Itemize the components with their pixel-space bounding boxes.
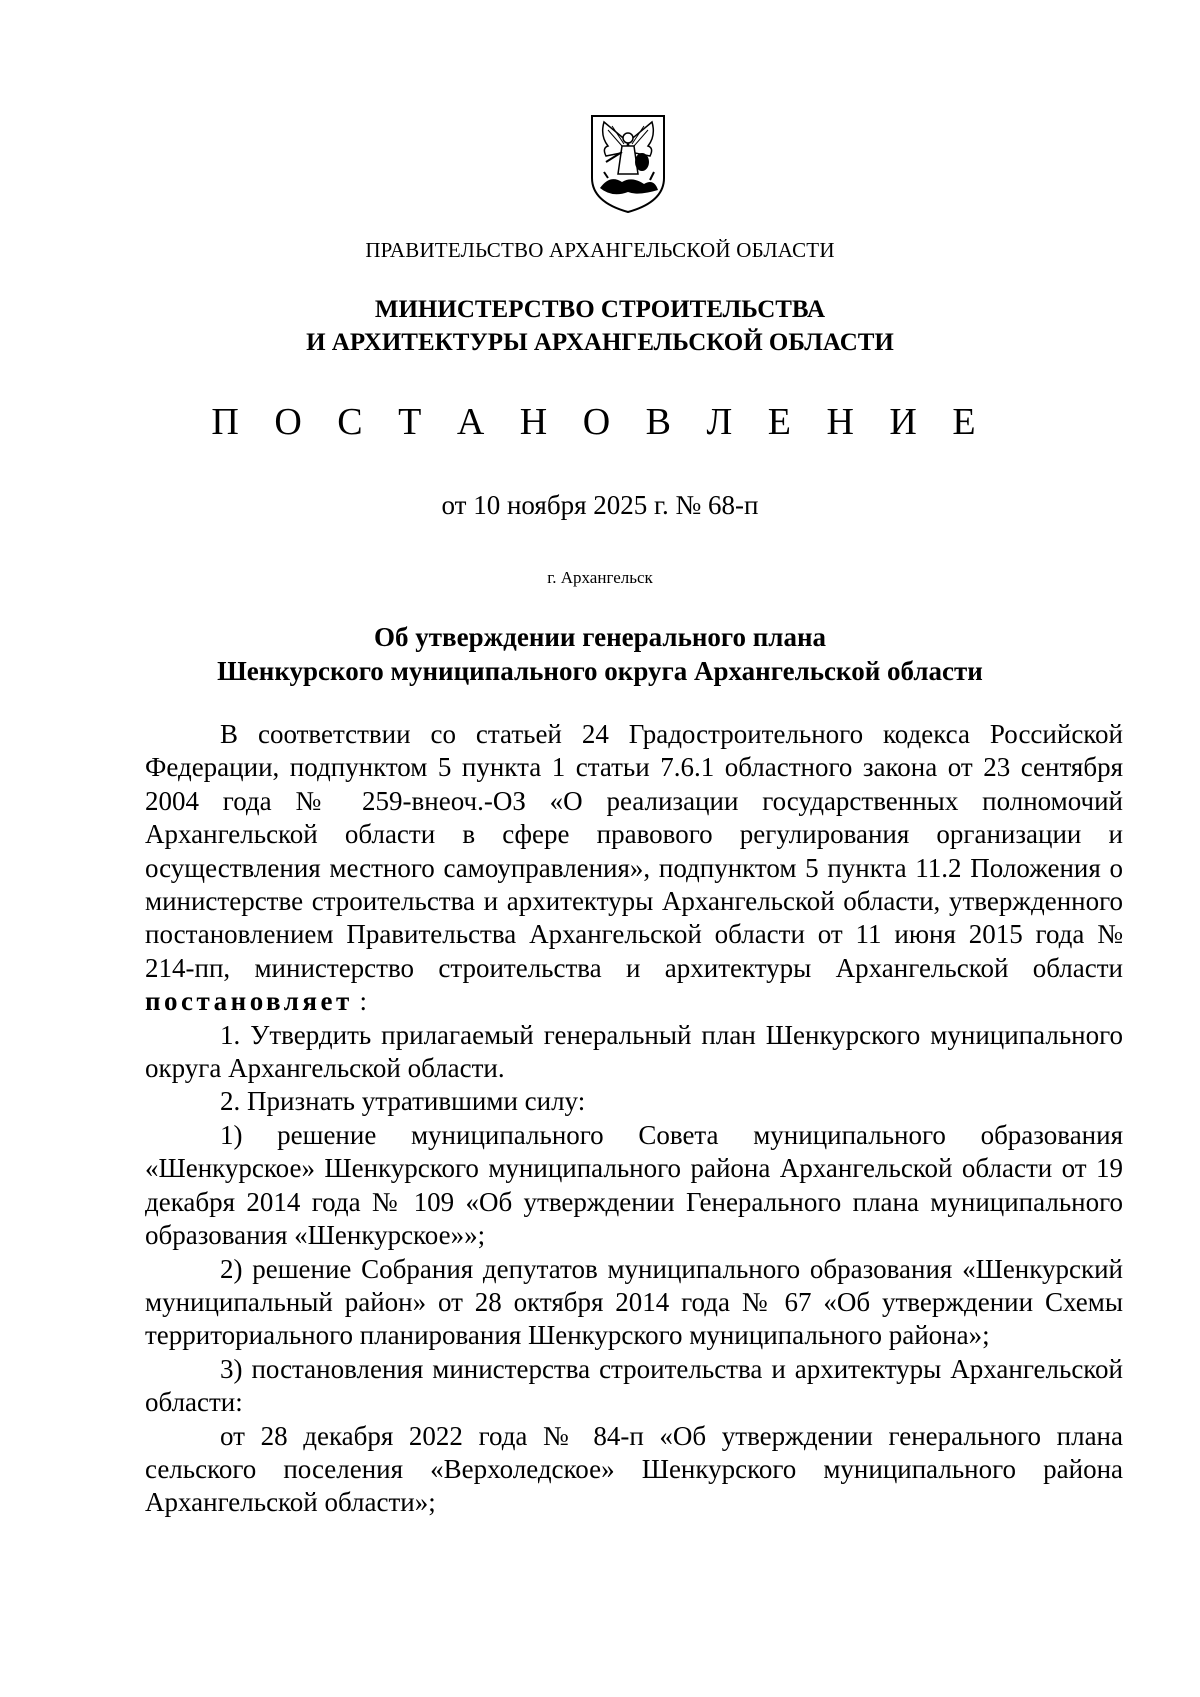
ministry-name-line2: И АРХИТЕКТУРЫ АРХАНГЕЛЬСКОЙ ОБЛАСТИ (306, 329, 894, 356)
document-title-line2: Шенкурского муниципального округа Архангельской области (217, 656, 983, 686)
item-2-2: 2) решение Собрания депутатов муниципального образования «Шенкурский муниципальный район» от 28 октября 2014 года № 67 «Об утверждении Схемы территориального планирования Шенкурского муниципального района»; (145, 1253, 1123, 1351)
item-2: 2. Признать утратившими силу: (220, 1086, 586, 1117)
preamble-paragraph (145, 718, 1123, 1019)
item-2-3-a: от 28 декабря 2022 года № 84-п «Об утверждении генерального плана сельского поселения «Верхоледское» Шенкурского муниципального района Архангельской области»; (145, 1420, 1123, 1518)
government-name: ПРАВИТЕЛЬСТВО АРХАНГЕЛЬСКОЙ ОБЛАСТИ (365, 238, 835, 262)
item-2-3: 3) постановления министерства строительства и архитектуры Архангельской области: (145, 1353, 1123, 1418)
document-body (145, 718, 1123, 1520)
preamble-text: В соответствии со статьей 24 Градостроительного кодекса Российской Федерации, подпунктом 5 пункта 1 статьи 7.6.1 областного закона от 23 сентября 2004 года № 259-внеоч.-ОЗ «О реализации государственных полномочий Архангельской области в сфере правового регулирования организации и осуществления местного самоуправления», подпунктом 5 пункта 11.2 Положения о министерстве строительства и архитектуры Архангельской области, утвержденного постановлением Правительства Архангельской области от 11 июня 2015 года № 214-пп, министерство строительства и архитектуры Архангельской области (145, 719, 1123, 983)
ministry-name-line1: МИНИСТЕРСТВО СТРОИТЕЛЬСТВА (374, 296, 826, 323)
document-title (0, 620, 1200, 688)
document-city: г. Архангельск (547, 568, 653, 587)
decree-colon: : (352, 986, 368, 1017)
item-2-1: 1) решение муниципального Совета муниципального образования «Шенкурское» Шенкурского муниципального района Архангельской области от 19 декабря 2014 года № 109 «Об утверждении Генерального плана муниципального образования «Шенкурское»»; (145, 1119, 1123, 1251)
document-title-line1: Об утверждении генерального плана (374, 622, 826, 652)
document-date-number: от 10 ноября 2025 г. № 68-п (441, 490, 759, 520)
ministry-name (0, 293, 1200, 359)
document-type: П О С Т А Н О В Л Е Н И Е (211, 401, 989, 443)
arkhangelsk-coat-of-arms-icon (588, 112, 668, 214)
decree-word: постановляет (145, 986, 353, 1017)
item-1: 1. Утвердить прилагаемый генеральный план Шенкурского муниципального округа Архангельской области. (145, 1019, 1123, 1084)
